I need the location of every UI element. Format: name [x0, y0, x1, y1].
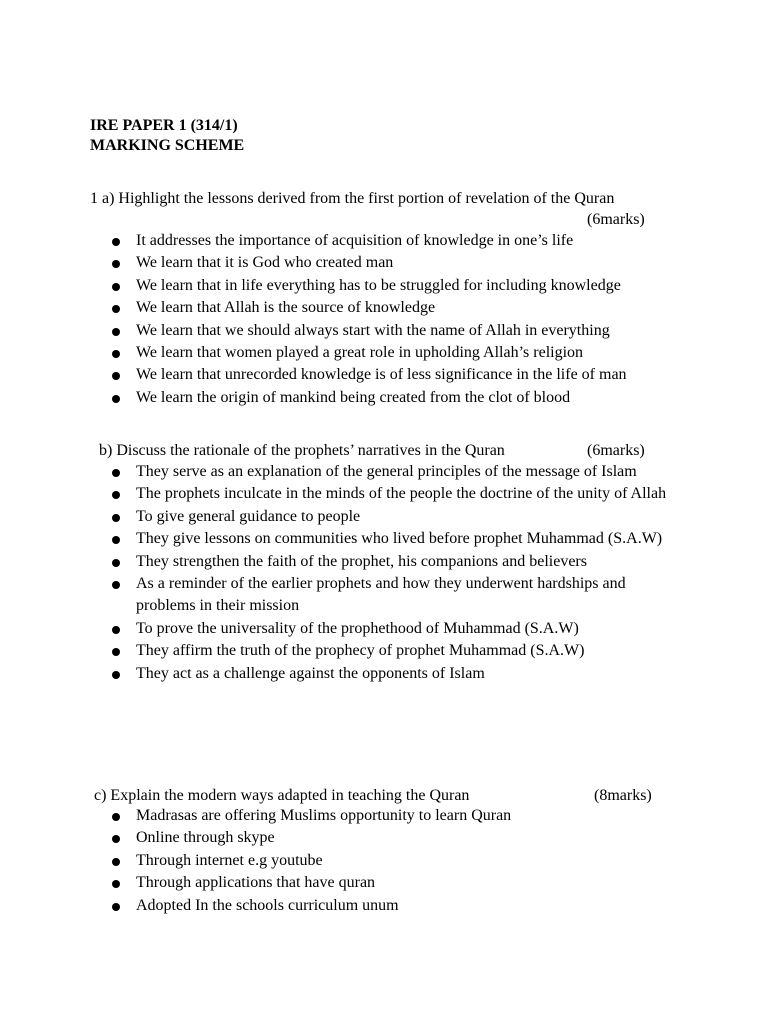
bullet-icon	[112, 813, 120, 821]
answer-item: We learn the origin of mankind being created from the clot of blood	[110, 387, 690, 409]
answer-item: They give lessons on communities who lived before prophet Muhammad (S.A.W)	[110, 528, 670, 550]
answer-item: We learn that women played a great role in upholding Allah’s religion	[110, 342, 690, 364]
bullet-icon	[112, 858, 120, 866]
question-1b-answer-list	[110, 461, 670, 685]
bullet-icon	[112, 648, 120, 656]
bullet-icon	[112, 350, 120, 358]
bullet-icon	[112, 328, 120, 336]
answer-item: We learn that in life everything has to be struggled for including knowledge	[110, 275, 690, 297]
answer-item: We learn that it is God who created man	[110, 252, 690, 274]
bullet-icon	[112, 880, 120, 888]
answer-item: Online through skype	[110, 827, 690, 849]
answer-item: It addresses the importance of acquisition of knowledge in one’s life	[110, 230, 690, 252]
bullet-icon	[112, 559, 120, 567]
bullet-icon	[112, 305, 120, 313]
answer-item: The prophets inculcate in the minds of the people the doctrine of the unity of Allah	[110, 483, 670, 505]
answer-item: Through internet e.g youtube	[110, 850, 690, 872]
bullet-icon	[112, 372, 120, 380]
bullet-icon	[112, 626, 120, 634]
paper-title: IRE PAPER 1 (314/1)	[90, 117, 238, 134]
answer-item: We learn that unrecorded knowledge is of less significance in the life of man	[110, 364, 690, 386]
question-1a-prompt: 1 a) Highlight the lessons derived from the first portion of revelation of the Quran	[90, 190, 615, 207]
question-1b-prompt: b) Discuss the rationale of the prophets’ narratives in the Quran	[99, 442, 505, 459]
bullet-icon	[112, 903, 120, 911]
question-1b-marks: (6marks)	[587, 442, 645, 459]
question-1c-marks: (8marks)	[594, 787, 652, 804]
answer-item: They serve as an explanation of the general principles of the message of Islam	[110, 461, 670, 483]
answer-item: Adopted In the schools curriculum unum	[110, 895, 690, 917]
bullet-icon	[112, 238, 120, 246]
bullet-icon	[112, 514, 120, 522]
bullet-icon	[112, 581, 120, 589]
question-1c-answer-list	[110, 805, 690, 917]
answer-item: We learn that Allah is the source of knowledge	[110, 297, 690, 319]
answer-item: They strengthen the faith of the prophet, his companions and believers	[110, 551, 670, 573]
marking-scheme-heading: MARKING SCHEME	[90, 137, 245, 154]
question-1c-prompt: c) Explain the modern ways adapted in teaching the Quran	[94, 787, 470, 804]
bullet-icon	[112, 469, 120, 477]
answer-item: They act as a challenge against the opponents of Islam	[110, 663, 670, 685]
bullet-icon	[112, 395, 120, 403]
bullet-icon	[112, 536, 120, 544]
bullet-icon	[112, 491, 120, 499]
answer-item: Madrasas are offering Muslims opportunity to learn Quran	[110, 805, 690, 827]
bullet-icon	[112, 835, 120, 843]
bullet-icon	[112, 283, 120, 291]
bullet-icon	[112, 671, 120, 679]
answer-item: To give general guidance to people	[110, 506, 670, 528]
question-1a-answer-list	[110, 230, 690, 409]
bullet-icon	[112, 260, 120, 268]
question-1a-marks: (6marks)	[587, 211, 645, 228]
answer-item: To prove the universality of the prophethood of Muhammad (S.A.W)	[110, 618, 670, 640]
answer-item: We learn that we should always start with the name of Allah in everything	[110, 320, 690, 342]
answer-item: Through applications that have quran	[110, 872, 690, 894]
answer-item: As a reminder of the earlier prophets and how they underwent hardships and problems in their mission	[110, 573, 670, 618]
answer-item: They affirm the truth of the prophecy of prophet Muhammad (S.A.W)	[110, 640, 670, 662]
